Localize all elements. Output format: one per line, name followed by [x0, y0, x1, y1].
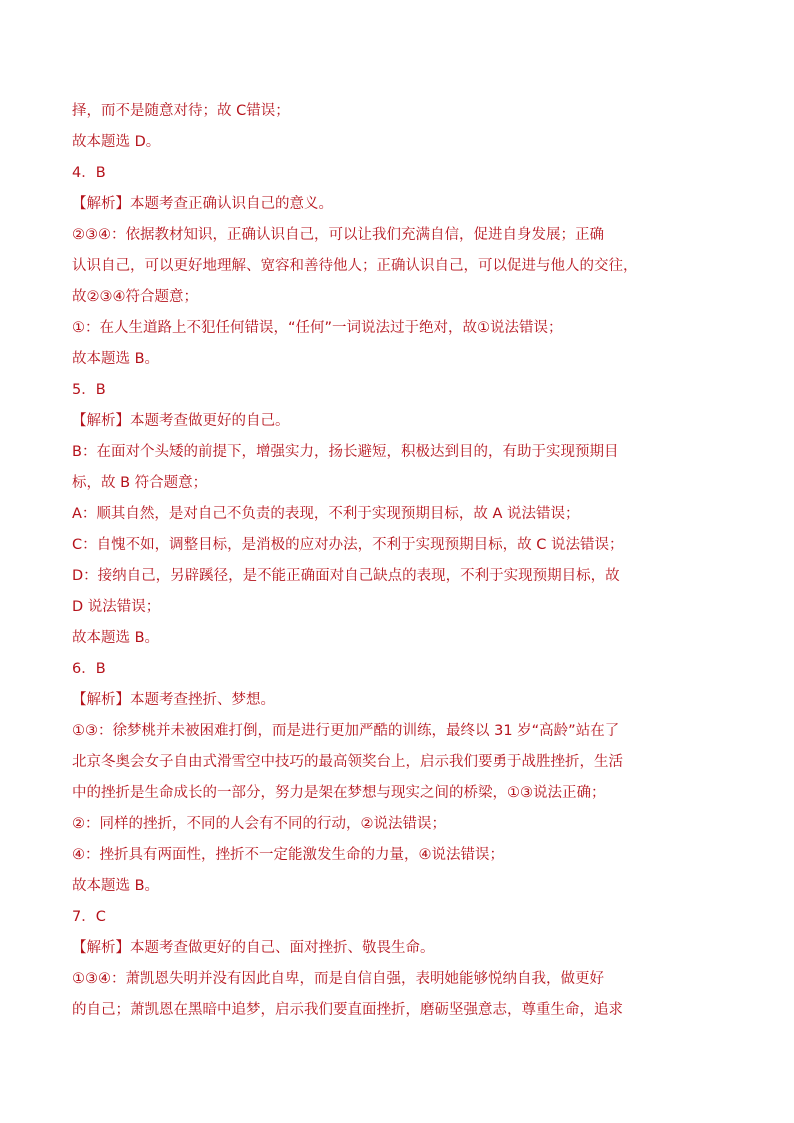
text-line: 【解析】本题考查做更好的自己、面对挫折、敬畏生命。 [72, 940, 435, 956]
text-line: 故本题选 B。 [72, 351, 160, 367]
text-line: D 说法错误； [72, 599, 161, 615]
text-line: 故②③④符合题意； [72, 289, 198, 305]
text-line: A：顺其自然，是对自己不负责的表现，不利于实现预期目标，故 A 说法错误； [72, 506, 580, 522]
text-line: 中的挫折是生命成长的一部分，努力是架在梦想与现实之间的桥梁，①③说法正确； [72, 785, 606, 801]
text-line: ②：同样的挫折，不同的人会有不同的行动，②说法错误； [72, 816, 446, 832]
text-line: 故本题选 D。 [72, 134, 161, 150]
answer-explanation-text [72, 96, 682, 1026]
text-line: 【解析】本题考查正确认识自己的意义。 [72, 196, 333, 212]
text-line: B：在面对个头矮的前提下，增强实力，扬长避短，积极达到目的，有助于实现预期目 [72, 444, 619, 460]
text-line: 北京冬奥会女子自由式滑雪空中技巧的最高领奖台上，启示我们要勇于战胜挫折，生活 [72, 754, 623, 770]
text-line: ①③：徐梦桃并未被困难打倒，而是进行更加严酷的训练，最终以 31 岁“高龄”站在了 [72, 723, 620, 739]
text-line: 6．B [72, 661, 106, 677]
text-line: 认识自己，可以更好地理解、宽容和善待他人；正确认识自己，可以促进与他人的交往， [72, 258, 638, 274]
text-line: ①③④：萧凯恩失明并没有因此自卑，而是自信自强，表明她能够悦纳自我，做更好 [72, 971, 604, 987]
text-line: 【解析】本题考查挫折、梦想。 [72, 692, 275, 708]
text-line: 标，故 B 符合题意； [72, 475, 208, 491]
text-line: 故本题选 B。 [72, 878, 160, 894]
text-line: 的自己；萧凯恩在黑暗中追梦，启示我们要直面挫折，磨砺坚强意志，尊重生命，追求 [72, 1002, 623, 1018]
text-line: 7．C [72, 909, 106, 925]
text-line: 4．B [72, 165, 106, 181]
text-line: C：自愧不如，调整目标，是消极的应对办法，不利于实现预期目标，故 C 说法错误； [72, 537, 624, 553]
text-line: D：接纳自己，另辟蹊径，是不能正确面对自己缺点的表现，不利于实现预期目标，故 [72, 568, 620, 584]
text-line: 择，而不是随意对待；故 C错误； [72, 103, 290, 119]
text-line: 5．B [72, 382, 106, 398]
text-line: ②③④：依据教材知识，正确认识自己，可以让我们充满自信，促进自身发展；正确 [72, 227, 604, 243]
text-line: ①：在人生道路上不犯任何错误，“任何”一词说法过于绝对，故①说法错误； [72, 320, 563, 336]
text-line: ④：挫折具有两面性，挫折不一定能激发生命的力量，④说法错误； [72, 847, 504, 863]
text-line: 故本题选 B。 [72, 630, 160, 646]
text-line: 【解析】本题考查做更好的自己。 [72, 413, 290, 429]
